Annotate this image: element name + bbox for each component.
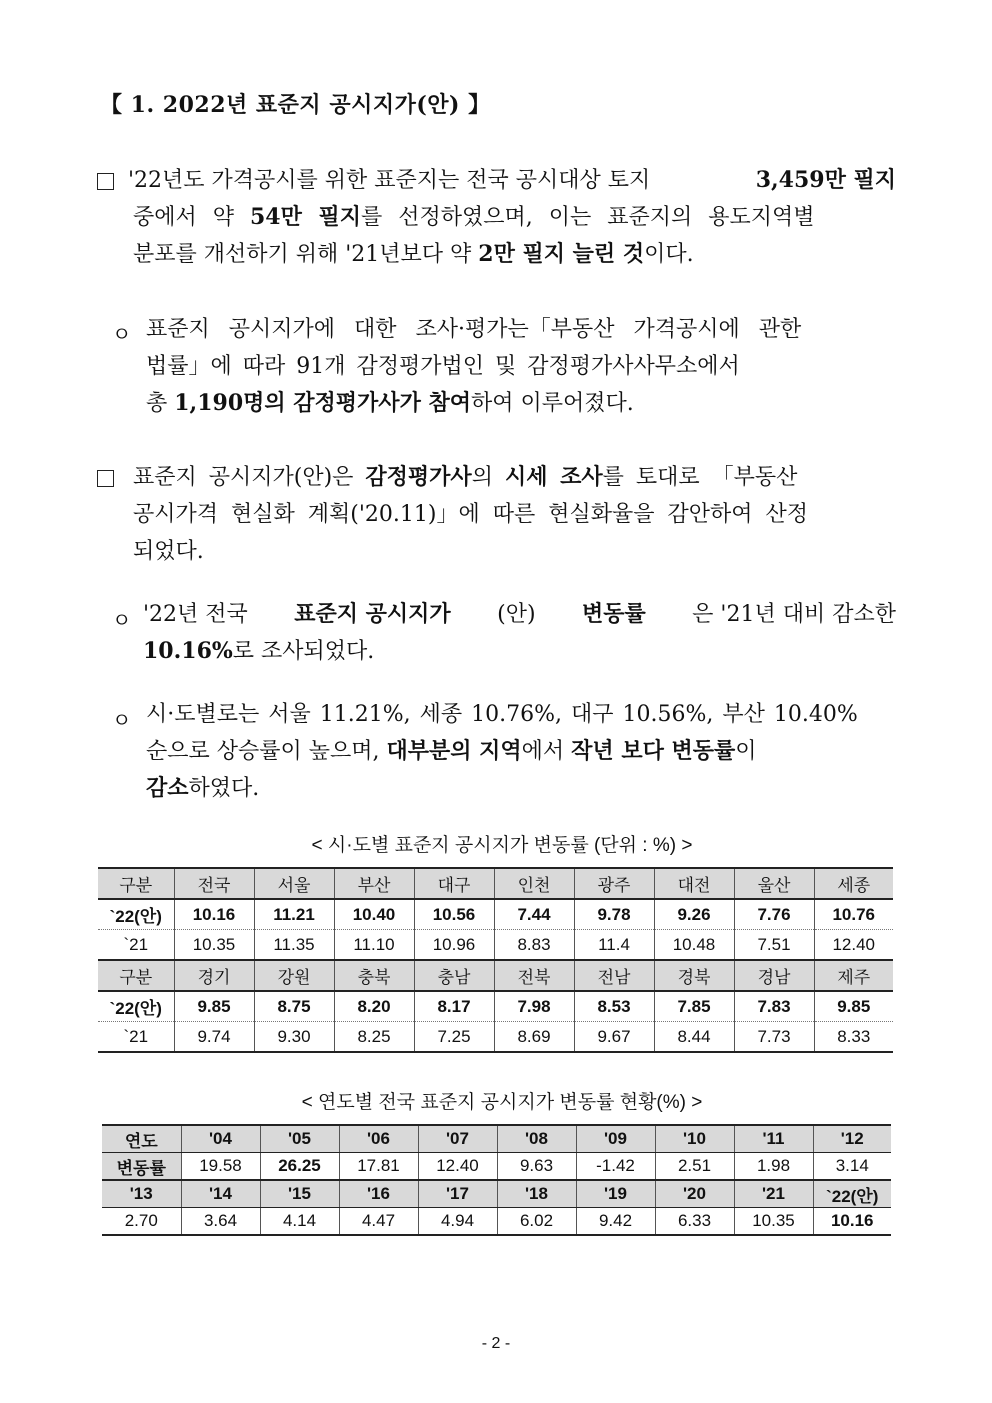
table-cell: 부산 (334, 868, 414, 899)
table-cell: 10.56 (414, 899, 494, 930)
s2-line3: 되었다. (133, 539, 204, 564)
table-cell: 11.4 (574, 930, 654, 961)
table-cell: 10.48 (654, 930, 734, 961)
table-row (98, 960, 893, 991)
table-cell: 11.21 (254, 899, 334, 930)
table-cell: 세종 (814, 868, 893, 899)
table-cell: 7.44 (494, 899, 574, 930)
checkbox-square-icon (97, 173, 114, 190)
table-cell: 구분 (98, 960, 174, 991)
table-cell: 7.83 (734, 991, 814, 1022)
table-cell: 8.83 (494, 930, 574, 961)
table-cell: 9.63 (497, 1153, 576, 1181)
table-cell: 10.96 (414, 930, 494, 961)
table-row (98, 868, 893, 899)
table-cell: '04 (181, 1125, 260, 1153)
table-cell: 9.78 (574, 899, 654, 930)
s1-line3: 분포를 개선하기 위해 '21년보다 약 2만 필지 늘린 것이다. (133, 241, 694, 267)
s2-sub2-line3: 감소하였다. (146, 775, 260, 801)
table-cell: '16 (339, 1180, 418, 1208)
table-cell: 8.20 (334, 991, 414, 1022)
yearly-change-table (102, 1124, 891, 1236)
table-cell: 10.76 (814, 899, 893, 930)
table-cell: 6.02 (497, 1208, 576, 1236)
table-cell: '19 (576, 1180, 655, 1208)
table-cell: 9.67 (574, 1022, 654, 1053)
table-cell: 2.51 (655, 1153, 734, 1181)
table1-caption: < 시·도별 표준지 공시지가 변동률 (단위 : %) > (311, 835, 693, 856)
checkbox-square-icon (97, 470, 114, 487)
table-cell: 경남 (734, 960, 814, 991)
table-cell: 전북 (494, 960, 574, 991)
table-cell: 8.44 (654, 1022, 734, 1053)
table-cell: 10.16 (174, 899, 254, 930)
table-cell: '21 (734, 1180, 813, 1208)
bullet-circle-icon: ㅇ (112, 322, 132, 346)
table-cell: 9.85 (814, 991, 893, 1022)
table-cell: 12.40 (418, 1153, 497, 1181)
table-cell: '20 (655, 1180, 734, 1208)
table-cell: 인천 (494, 868, 574, 899)
table-cell: 7.76 (734, 899, 814, 930)
table-cell: 10.40 (334, 899, 414, 930)
table-cell: 8.53 (574, 991, 654, 1022)
table-cell: 연도 (102, 1125, 181, 1153)
bullet-circle-icon: ㅇ (112, 608, 132, 632)
table-cell: 대전 (654, 868, 734, 899)
table-cell: 9.74 (174, 1022, 254, 1053)
table-cell: '12 (813, 1125, 891, 1153)
table-cell: 8.17 (414, 991, 494, 1022)
table-cell: 8.33 (814, 1022, 893, 1053)
table-cell: '13 (102, 1180, 181, 1208)
table-row (102, 1153, 891, 1181)
table-cell: 8.69 (494, 1022, 574, 1053)
table-cell: '17 (418, 1180, 497, 1208)
table-cell: 3.64 (181, 1208, 260, 1236)
table-cell: 전국 (174, 868, 254, 899)
table-row (98, 991, 893, 1022)
table-cell: 11.35 (254, 930, 334, 961)
bullet-circle-icon: ㅇ (112, 708, 132, 732)
table-cell: '10 (655, 1125, 734, 1153)
table-cell: 제주 (814, 960, 893, 991)
table-cell: `22(안) (98, 991, 174, 1022)
table2-caption: < 연도별 전국 표준지 공시지가 변동률 현황(%) > (301, 1092, 703, 1113)
table-cell: 4.47 (339, 1208, 418, 1236)
table-row (102, 1208, 891, 1236)
table-cell: 충북 (334, 960, 414, 991)
table-cell: '07 (418, 1125, 497, 1153)
table-cell: 17.81 (339, 1153, 418, 1181)
table-cell: 12.40 (814, 930, 893, 961)
s2-sub1-line1: '22년 전국 표준지 공시지가 (안) 변동률 은 '21년 대비 감소한 (143, 601, 896, 627)
table-cell: 울산 (734, 868, 814, 899)
s1-sub1-line3: 총 1,190명의 감정평가사가 참여하여 이루어졌다. (146, 390, 634, 416)
table-cell: '11 (734, 1125, 813, 1153)
table-cell: 4.14 (260, 1208, 339, 1236)
s1-sub1-line2: 법률」에 따라 91개 감정평가법인 및 감정평가사사무소에서 (146, 354, 740, 379)
table-cell: 3.14 (813, 1153, 891, 1181)
table-cell: 10.35 (734, 1208, 813, 1236)
table-cell: 충남 (414, 960, 494, 991)
s2-line1: 표준지 공시지가(안)은 감정평가사의 시세 조사를 토대로 「부동산 (133, 464, 798, 490)
table-cell: 7.25 (414, 1022, 494, 1053)
s2-sub2-line2: 순으로 상승률이 높으며, 대부분의 지역에서 작년 보다 변동률이 (146, 738, 757, 764)
section-heading: 【 1. 2022년 표준지 공시지가(안) 】 (100, 92, 491, 118)
table-cell: 9.42 (576, 1208, 655, 1236)
s2-line2: 공시가격 현실화 계획('20.11)」에 따른 현실화율을 감안하여 산정 (133, 502, 808, 527)
table-cell: 4.94 (418, 1208, 497, 1236)
table-row (98, 930, 893, 961)
table-cell: 19.58 (181, 1153, 260, 1181)
page-number: - 2 - (481, 1335, 511, 1352)
table-cell: '09 (576, 1125, 655, 1153)
table-cell: 6.33 (655, 1208, 734, 1236)
table-cell: 변동률 (102, 1153, 181, 1181)
table-cell: `21 (123, 934, 149, 954)
s2-sub2-line1: 시·도별로는 서울 11.21%, 세종 10.76%, 대구 10.56%, 부산 10.40% (146, 702, 858, 727)
table-cell: 경기 (174, 960, 254, 991)
table-cell: 9.85 (174, 991, 254, 1022)
table-cell: 1.98 (734, 1153, 813, 1181)
table-cell: 구분 (98, 868, 174, 899)
table-cell: 경북 (654, 960, 734, 991)
table-row (98, 1022, 893, 1053)
table-cell: '14 (181, 1180, 260, 1208)
table-cell: 전남 (574, 960, 654, 991)
table-cell: `21 (98, 1022, 174, 1053)
table-cell: 9.30 (254, 1022, 334, 1053)
table-cell: 11.10 (334, 930, 414, 961)
table-cell: `22(안) (813, 1180, 891, 1208)
s1-line2: 중에서 약 54만 필지를 선정하였으며, 이는 표준지의 용도지역별 (133, 204, 815, 230)
table-cell: -1.42 (576, 1153, 655, 1181)
table-cell: 8.25 (334, 1022, 414, 1053)
s2-sub1-line2: 10.16%로 조사되었다. (143, 638, 375, 664)
table-cell: 서울 (254, 868, 334, 899)
table-cell: `22(안) (98, 899, 174, 930)
table-row (98, 899, 893, 930)
table-cell: 10.35 (174, 930, 254, 961)
s1-line1: '22년도 가격공시를 위한 표준지는 전국 공시대상 토지 3,459만 필지 (128, 167, 896, 193)
table-cell: 7.51 (734, 930, 814, 961)
table-row (102, 1180, 891, 1208)
s1-sub1-line1: 표준지 공시지가에 대한 조사·평가는「부동산 가격공시에 관한 (146, 317, 802, 342)
regional-change-table (98, 867, 893, 1053)
table-cell: 8.75 (254, 991, 334, 1022)
table-cell: 대구 (414, 868, 494, 899)
table-cell: 강원 (254, 960, 334, 991)
table-row (102, 1125, 891, 1153)
table-cell: 7.85 (654, 991, 734, 1022)
table-cell: 광주 (574, 868, 654, 899)
table-cell: '08 (497, 1125, 576, 1153)
table-cell: 26.25 (260, 1153, 339, 1181)
table-cell: 2.70 (102, 1208, 181, 1236)
table-cell: '05 (260, 1125, 339, 1153)
table-cell: '06 (339, 1125, 418, 1153)
table-cell: 9.26 (654, 899, 734, 930)
table-cell: '15 (260, 1180, 339, 1208)
table-cell: 10.16 (813, 1208, 891, 1236)
table-cell: 7.73 (734, 1022, 814, 1053)
table-cell: 7.98 (494, 991, 574, 1022)
table-cell: '18 (497, 1180, 576, 1208)
